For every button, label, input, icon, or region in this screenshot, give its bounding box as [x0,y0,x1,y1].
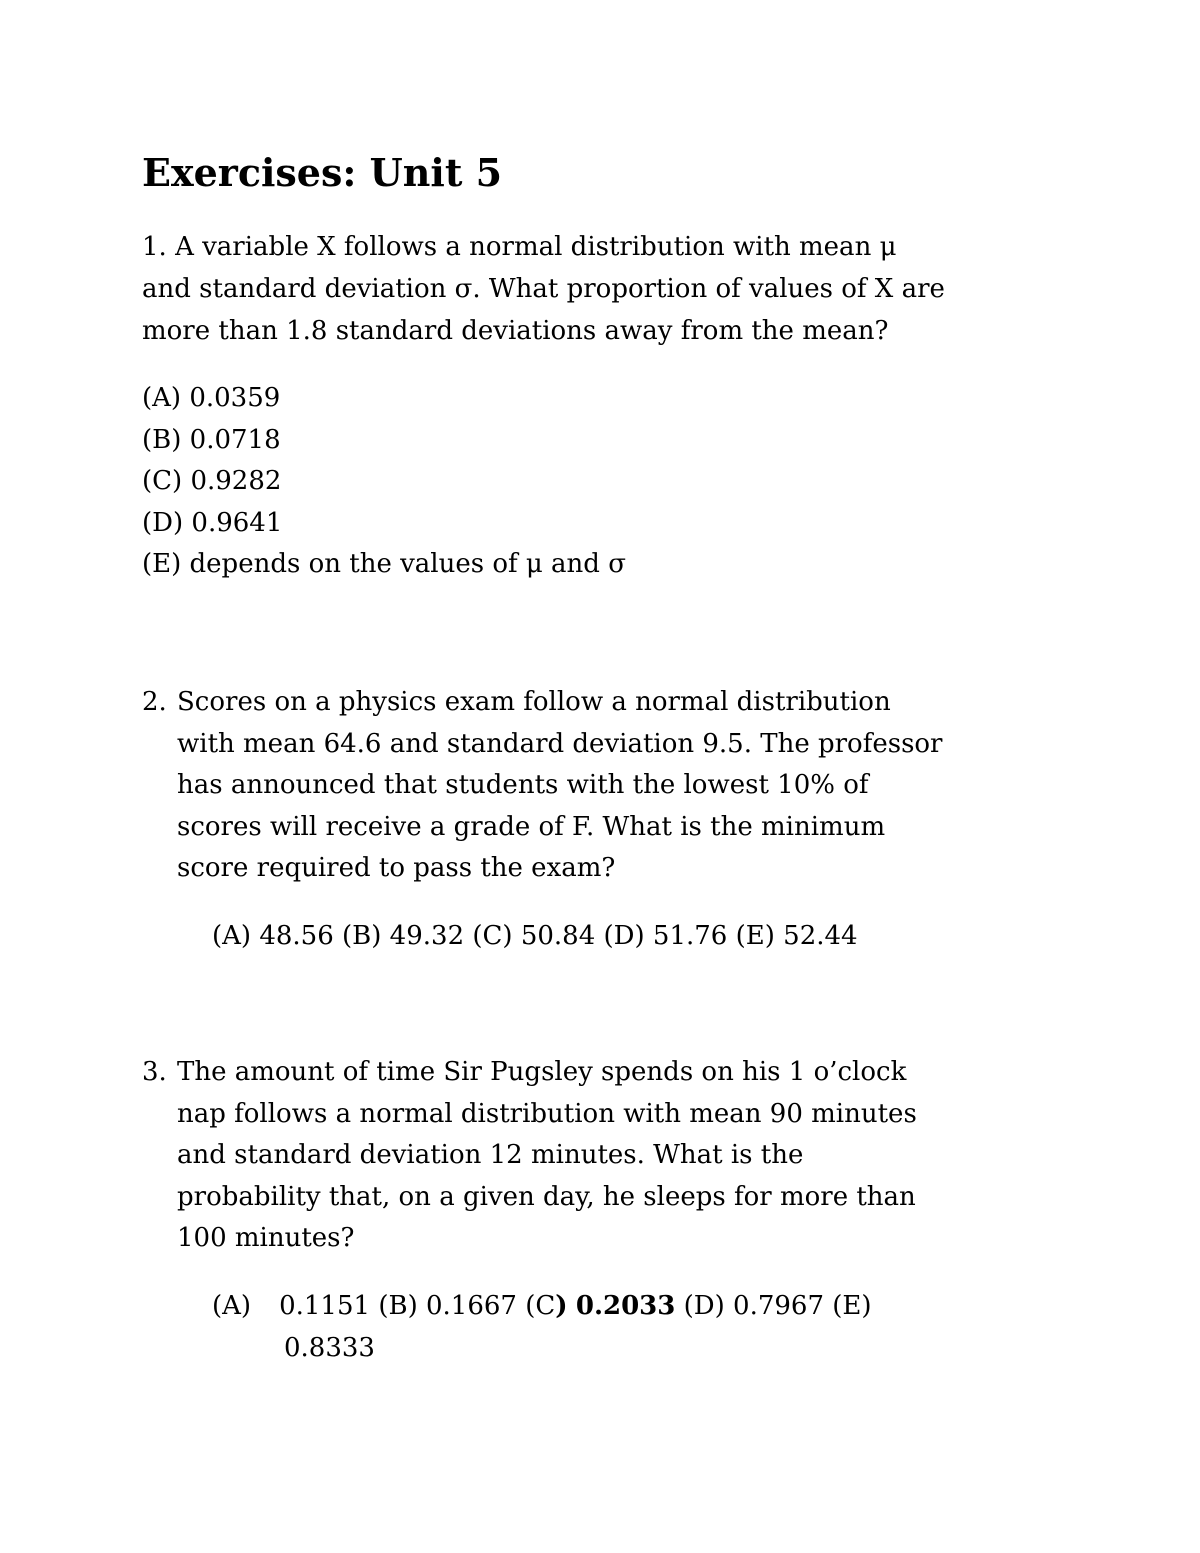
question-1-choice-d: (D) 0.9641 [142,507,283,538]
question-1 [142,226,1082,352]
question-2-line: has announced that students with the lowest 10% of [177,770,869,800]
question-3-choice-e-label: (E) [832,1291,872,1321]
question-1-choices [142,378,626,586]
question-3-choice-a-value: 0.1151 [279,1291,371,1321]
question-3-line: The amount of time Sir Pugsley spends on his 1 o’clock [177,1057,907,1087]
question-3-choice-c-label: (C [525,1291,556,1321]
question-2-choices: (A) 48.56 (B) 49.32 (C) 50.84 (D) 51.76 (E) 52.44 [212,921,858,951]
question-2 [142,682,1082,890]
question-3-line: nap follows a normal distribution with mean 90 minutes [177,1098,917,1129]
question-3-line: probability that, on a given day, he sleeps for more than [177,1181,916,1212]
question-2-line: with mean 64.6 and standard deviation 9.5. The professor [177,728,943,759]
question-3-choice-a-label: (A) [212,1291,252,1321]
question-1-choice-c: (C) 0.9282 [142,466,282,496]
question-3-line: and standard deviation 12 minutes. What is the [177,1140,804,1170]
question-2-line: scores will receive a grade of F. What is the minimum [177,811,886,842]
question-1-choice-e: (E) depends on the values of μ and σ [142,549,626,579]
question-1-line: 1. A variable X follows a normal distribution with mean μ [142,232,897,262]
question-3-choice-c-value: 0.2033 [575,1291,676,1321]
question-1-line: and standard deviation σ. What proportion of values of X are [142,274,945,304]
question-3-choice-b: (B) 0.1667 [378,1291,517,1321]
question-3-number: 3. [142,1057,167,1087]
question-3-choice-c-paren: ) [555,1291,568,1321]
page-title: Exercises: Unit 5 [142,150,503,195]
question-3-choices [212,1286,872,1328]
question-2-line: Scores on a physics exam follow a normal distribution [177,687,891,717]
question-2-line: score required to pass the exam? [177,853,616,883]
question-3-line: 100 minutes? [177,1223,355,1253]
question-3-choice-d: (D) 0.7967 [683,1291,825,1321]
question-3 [142,1052,1082,1260]
question-1-line: more than 1.8 standard deviations away from the mean? [142,316,889,346]
question-2-number: 2. [142,687,167,717]
question-1-choice-a: (A) 0.0359 [142,383,281,413]
question-3-choice-e-value: 0.8333 [284,1333,375,1363]
question-1-choice-b: (B) 0.0718 [142,424,281,455]
